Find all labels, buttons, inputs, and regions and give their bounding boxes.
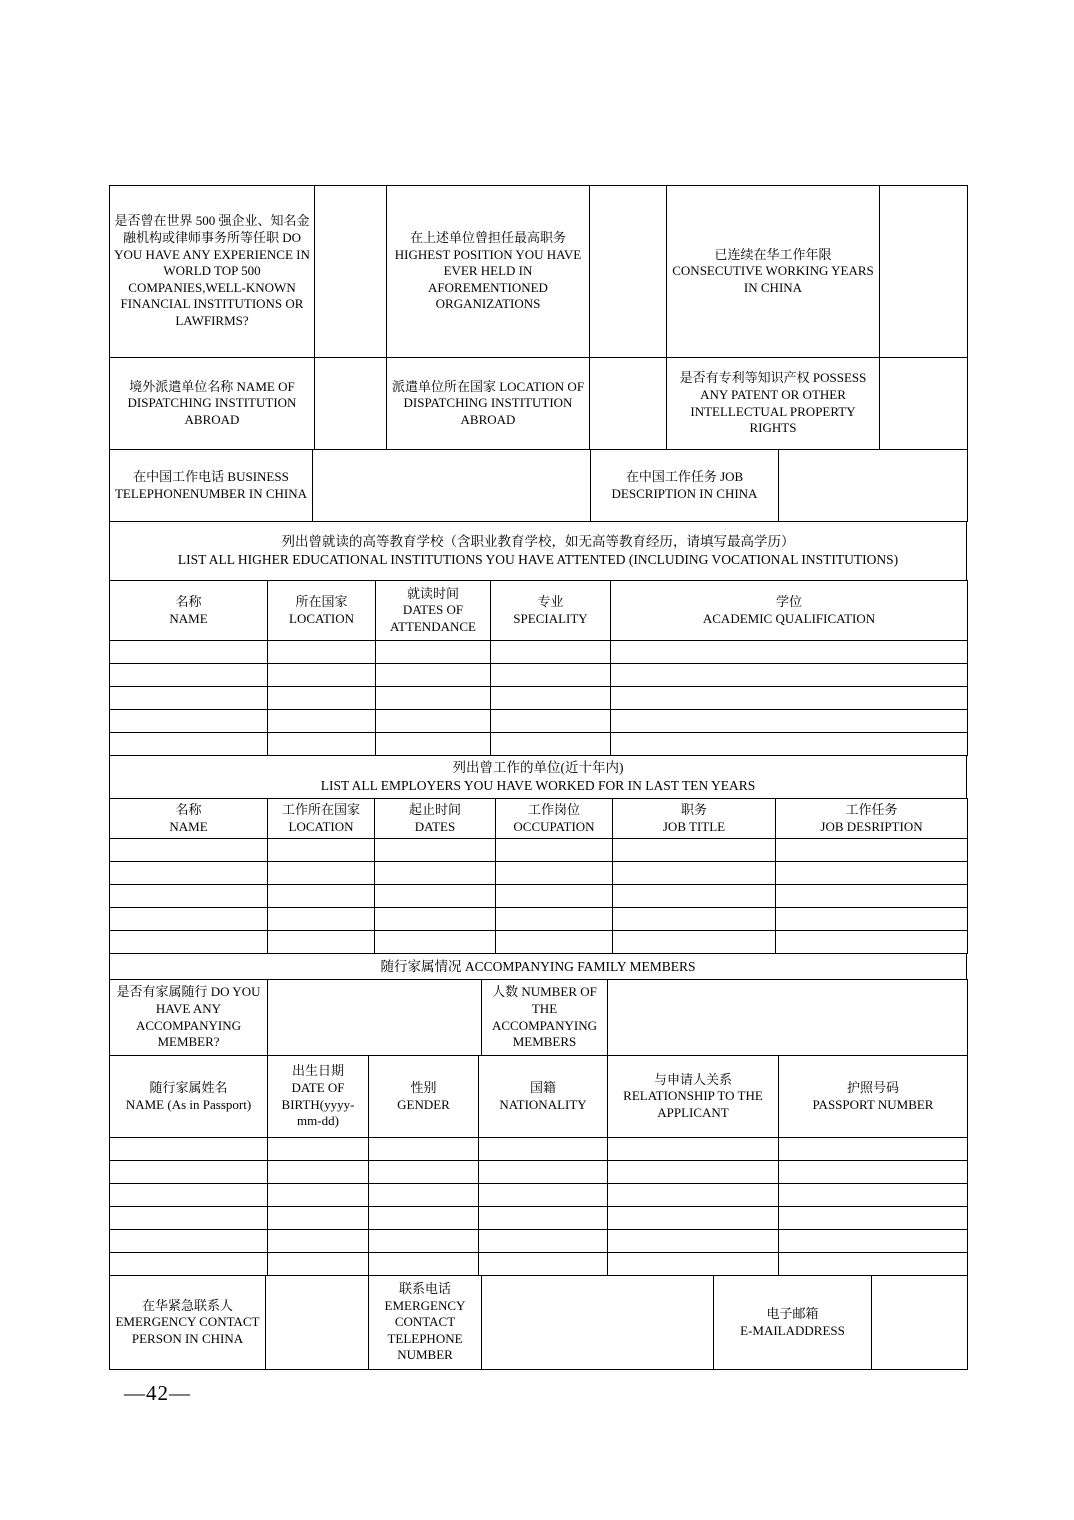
email-label-en: E-MAILADDRESS xyxy=(740,1322,845,1338)
dispatch-institution-name-label: 境外派遣单位名称 NAME OF DISPATCHING INSTITUTION ABROAD xyxy=(110,358,315,450)
family-has-members-label: 是否有家属随行 DO YOU HAVE ANY ACCOMPANYING MEMBER? xyxy=(110,980,268,1056)
highest-position-value-cell xyxy=(590,186,667,358)
fam-header-nationality-en: NATIONALITY xyxy=(499,1096,587,1112)
empty-cell xyxy=(110,1184,268,1207)
empty-cell xyxy=(496,908,613,931)
job-description-label: 在中国工作任务 JOB DESCRIPTION IN CHINA xyxy=(591,450,779,522)
fam-header-gender-zh: 性别 xyxy=(410,1079,437,1095)
emergency-contact-table xyxy=(109,1275,968,1370)
dispatch-institution-name-value-cell xyxy=(315,358,387,450)
emp-header-jobtitle xyxy=(613,799,776,839)
empty-cell xyxy=(369,1207,479,1230)
highest-position-label: 在上述单位曾担任最高职务 HIGHEST POSITION YOU HAVE EVER HELD IN AFOREMENTIONED ORGANIZATIONS xyxy=(387,186,590,358)
email-value-cell xyxy=(872,1276,968,1370)
fam-header-relationship-en: RELATIONSHIP TO THE APPLICANT xyxy=(623,1088,763,1120)
empty-cell xyxy=(608,1184,779,1207)
empty-cell xyxy=(375,885,496,908)
empty-cell xyxy=(110,839,268,862)
empty-cell xyxy=(375,931,496,954)
empty-cell xyxy=(491,710,611,733)
empty-cell xyxy=(496,931,613,954)
empty-cell xyxy=(110,931,268,954)
empty-cell xyxy=(268,1207,369,1230)
empty-cell xyxy=(268,1253,369,1276)
employment-title-en: LIST ALL EMPLOYERS YOU HAVE WORKED FOR IN LAST TEN YEARS xyxy=(320,778,756,793)
education-section-title xyxy=(109,521,967,581)
empty-cell xyxy=(496,885,613,908)
fam-header-nationality xyxy=(479,1056,608,1138)
empty-cell xyxy=(268,1138,369,1161)
family-empty-row xyxy=(110,1161,968,1184)
empty-cell xyxy=(479,1230,608,1253)
emp-header-occupation-zh: 工作岗位 xyxy=(527,801,580,817)
empty-cell xyxy=(776,908,968,931)
employment-empty-row xyxy=(110,885,968,908)
fam-header-birthdate xyxy=(268,1056,369,1138)
empty-cell xyxy=(779,1253,968,1276)
empty-cell xyxy=(611,733,968,756)
empty-cell xyxy=(779,1161,968,1184)
emp-header-dates xyxy=(375,799,496,839)
business-telephone-label: 在中国工作电话 BUSINESS TELEPHONENUMBER IN CHINA xyxy=(110,450,313,522)
empty-cell xyxy=(491,641,611,664)
employment-empty-row xyxy=(110,839,968,862)
family-empty-row xyxy=(110,1253,968,1276)
empty-cell xyxy=(110,885,268,908)
edu-header-name-zh: 名称 xyxy=(175,593,202,609)
fam-header-passport-zh: 护照号码 xyxy=(846,1079,899,1095)
empty-cell xyxy=(369,1138,479,1161)
empty-cell xyxy=(779,1138,968,1161)
patent-label: 是否有专利等知识产权 POSSESS ANY PATENT OR OTHER INTELLECTUAL PROPERTY RIGHTS xyxy=(667,358,880,450)
empty-cell xyxy=(110,710,268,733)
emp-header-name xyxy=(110,799,268,839)
empty-cell xyxy=(779,1207,968,1230)
emp-header-name-zh: 名称 xyxy=(175,801,202,817)
empty-cell xyxy=(376,641,491,664)
edu-header-name-en: NAME xyxy=(169,610,208,626)
empty-cell xyxy=(613,885,776,908)
fam-header-name xyxy=(110,1056,268,1138)
empty-cell xyxy=(608,1253,779,1276)
empty-cell xyxy=(608,1161,779,1184)
empty-cell xyxy=(110,862,268,885)
empty-cell xyxy=(479,1184,608,1207)
job-description-value-cell xyxy=(779,450,968,522)
empty-cell xyxy=(268,839,375,862)
consecutive-years-label: 已连续在华工作年限 CONSECUTIVE WORKING YEARS IN CHINA xyxy=(667,186,880,358)
empty-cell xyxy=(369,1230,479,1253)
edu-header-speciality xyxy=(491,581,611,641)
empty-cell xyxy=(110,733,268,756)
family-has-members-value-cell xyxy=(268,980,482,1056)
education-empty-row xyxy=(110,710,968,733)
family-title: 随行家属情况 ACCOMPANYING FAMILY MEMBERS xyxy=(380,958,696,974)
emp-header-location-en: LOCATION xyxy=(288,818,354,834)
empty-cell xyxy=(608,1207,779,1230)
education-title-zh: 列出曾就读的高等教育学校（含职业教育学校，如无高等教育经历，请填写最高学历） xyxy=(281,534,795,550)
empty-cell xyxy=(268,862,375,885)
education-table xyxy=(109,580,968,756)
china-work-table xyxy=(109,449,968,522)
dispatch-institution-location-label: 派遣单位所在国家 LOCATION OF DISPATCHING INSTITUTION ABROAD xyxy=(387,358,590,450)
emp-header-jobtitle-zh: 职务 xyxy=(680,801,707,817)
empty-cell xyxy=(779,1230,968,1253)
fam-header-nationality-zh: 国籍 xyxy=(529,1079,556,1095)
employment-section-title xyxy=(109,755,967,799)
fam-header-gender-en: GENDER xyxy=(397,1096,450,1112)
empty-cell xyxy=(369,1161,479,1184)
experience-dispatch-table xyxy=(109,185,968,450)
empty-cell xyxy=(375,908,496,931)
fam-header-relationship xyxy=(608,1056,779,1138)
empty-cell xyxy=(613,839,776,862)
empty-cell xyxy=(491,687,611,710)
empty-cell xyxy=(110,1138,268,1161)
empty-cell xyxy=(776,931,968,954)
fam-header-birthdate-en: DATE OF BIRTH(yyyy-mm-dd) xyxy=(281,1079,355,1129)
empty-cell xyxy=(611,710,968,733)
patent-value-cell xyxy=(880,358,968,450)
empty-cell xyxy=(608,1230,779,1253)
emp-header-dates-en: DATES xyxy=(414,818,456,834)
family-members-table xyxy=(109,1055,968,1276)
fam-header-gender xyxy=(369,1056,479,1138)
empty-cell xyxy=(369,1184,479,1207)
empty-cell xyxy=(110,1230,268,1253)
business-telephone-value-cell xyxy=(313,450,591,522)
empty-cell xyxy=(491,664,611,687)
empty-cell xyxy=(369,1253,479,1276)
employment-empty-row xyxy=(110,862,968,885)
empty-cell xyxy=(268,908,375,931)
empty-cell xyxy=(479,1253,608,1276)
edu-header-speciality-zh: 专业 xyxy=(537,593,564,609)
family-section-title xyxy=(109,953,967,980)
empty-cell xyxy=(268,1161,369,1184)
emp-header-jobtitle-en: JOB TITLE xyxy=(662,818,726,834)
edu-header-dates xyxy=(376,581,491,641)
empty-cell xyxy=(268,733,376,756)
emp-header-name-en: NAME xyxy=(169,818,208,834)
fam-header-name-zh: 随行家属姓名 xyxy=(149,1079,228,1095)
empty-cell xyxy=(268,641,376,664)
empty-cell xyxy=(479,1138,608,1161)
empty-cell xyxy=(268,1184,369,1207)
empty-cell xyxy=(611,664,968,687)
empty-cell xyxy=(776,885,968,908)
education-empty-row xyxy=(110,687,968,710)
empty-cell xyxy=(268,664,376,687)
dispatch-institution-location-value-cell xyxy=(590,358,667,450)
edu-header-location xyxy=(268,581,376,641)
emp-header-jobdescription-en: JOB DESRIPTION xyxy=(820,818,923,834)
empty-cell xyxy=(779,1184,968,1207)
work-permit-form xyxy=(109,185,967,1370)
employment-title-zh: 列出曾工作的单位(近十年内) xyxy=(452,760,624,776)
fam-header-passport-en: PASSPORT NUMBER xyxy=(812,1096,934,1112)
emergency-telephone-label: 联系电话 EMERGENCY CONTACT TELEPHONE NUMBER xyxy=(369,1276,482,1370)
edu-header-dates-en: DATES OF ATTENDANCE xyxy=(390,602,476,634)
family-empty-row xyxy=(110,1230,968,1253)
family-empty-row xyxy=(110,1207,968,1230)
empty-cell xyxy=(611,687,968,710)
emp-header-jobdescription xyxy=(776,799,968,839)
empty-cell xyxy=(613,908,776,931)
family-empty-row xyxy=(110,1138,968,1161)
emp-header-occupation xyxy=(496,799,613,839)
emp-header-occupation-en: OCCUPATION xyxy=(513,818,595,834)
family-number-value-cell xyxy=(608,980,968,1056)
empty-cell xyxy=(376,664,491,687)
edu-header-name xyxy=(110,581,268,641)
empty-cell xyxy=(268,710,376,733)
emp-header-dates-zh: 起止时间 xyxy=(408,801,461,817)
emp-header-location xyxy=(268,799,375,839)
empty-cell xyxy=(268,687,376,710)
fam-header-birthdate-zh: 出生日期 xyxy=(291,1063,344,1079)
family-empty-row xyxy=(110,1184,968,1207)
employment-empty-row xyxy=(110,908,968,931)
edu-header-speciality-en: SPECIALITY xyxy=(513,610,588,626)
empty-cell xyxy=(376,710,491,733)
empty-cell xyxy=(776,862,968,885)
empty-cell xyxy=(496,862,613,885)
emp-header-location-zh: 工作所在国家 xyxy=(281,801,360,817)
empty-cell xyxy=(376,687,491,710)
top500-experience-label: 是否曾在世界 500 强企业、知名金融机构或律师事务所等任职 DO YOU HAVE ANY EXPERIENCE IN WORLD TOP 500 COMPANIES,WELL-KNOWN FINANCIAL INSTITUTIONS OR LAWFIRMS? xyxy=(110,186,315,358)
family-number-label: 人数 NUMBER OF THE ACCOMPANYING MEMBERS xyxy=(482,980,608,1056)
email-label xyxy=(714,1276,872,1370)
employment-table xyxy=(109,798,968,954)
edu-header-location-en: LOCATION xyxy=(289,610,354,626)
family-question-table xyxy=(109,979,968,1056)
empty-cell xyxy=(776,839,968,862)
emergency-telephone-value-cell xyxy=(482,1276,714,1370)
edu-header-qualification-en: ACADEMIC QUALIFICATION xyxy=(702,610,876,626)
empty-cell xyxy=(611,641,968,664)
empty-cell xyxy=(110,687,268,710)
empty-cell xyxy=(376,733,491,756)
empty-cell xyxy=(496,839,613,862)
fam-header-name-en: NAME (As in Passport) xyxy=(125,1096,252,1112)
education-empty-row xyxy=(110,733,968,756)
page-number: —42— xyxy=(124,1381,191,1405)
empty-cell xyxy=(613,862,776,885)
email-label-zh: 电子邮箱 xyxy=(766,1305,819,1321)
empty-cell xyxy=(268,1230,369,1253)
empty-cell xyxy=(479,1161,608,1184)
empty-cell xyxy=(375,839,496,862)
edu-header-qualification xyxy=(611,581,968,641)
empty-cell xyxy=(110,1253,268,1276)
empty-cell xyxy=(110,908,268,931)
empty-cell xyxy=(110,1161,268,1184)
fam-header-passport xyxy=(779,1056,968,1138)
edu-header-dates-zh: 就读时间 xyxy=(406,585,459,601)
emergency-contact-person-value-cell xyxy=(266,1276,369,1370)
emergency-contact-person-label: 在华紧急联系人 EMERGENCY CONTACT PERSON IN CHINA xyxy=(110,1276,266,1370)
education-empty-row xyxy=(110,664,968,687)
empty-cell xyxy=(375,862,496,885)
employment-empty-row xyxy=(110,931,968,954)
empty-cell xyxy=(110,664,268,687)
empty-cell xyxy=(608,1138,779,1161)
education-empty-row xyxy=(110,641,968,664)
emp-header-jobdescription-zh: 工作任务 xyxy=(845,801,898,817)
empty-cell xyxy=(613,931,776,954)
edu-header-location-zh: 所在国家 xyxy=(295,593,348,609)
fam-header-relationship-zh: 与申请人关系 xyxy=(653,1071,732,1087)
consecutive-years-value-cell xyxy=(880,186,968,358)
empty-cell xyxy=(268,885,375,908)
empty-cell xyxy=(491,733,611,756)
top500-experience-value-cell xyxy=(315,186,387,358)
empty-cell xyxy=(268,931,375,954)
empty-cell xyxy=(479,1207,608,1230)
empty-cell xyxy=(110,641,268,664)
empty-cell xyxy=(110,1207,268,1230)
education-title-en: LIST ALL HIGHER EDUCATIONAL INSTITUTIONS YOU HAVE ATTENTED (INCLUDING VOCATIONAL INSTITUTIONS) xyxy=(177,552,899,567)
edu-header-qualification-zh: 学位 xyxy=(775,593,802,609)
